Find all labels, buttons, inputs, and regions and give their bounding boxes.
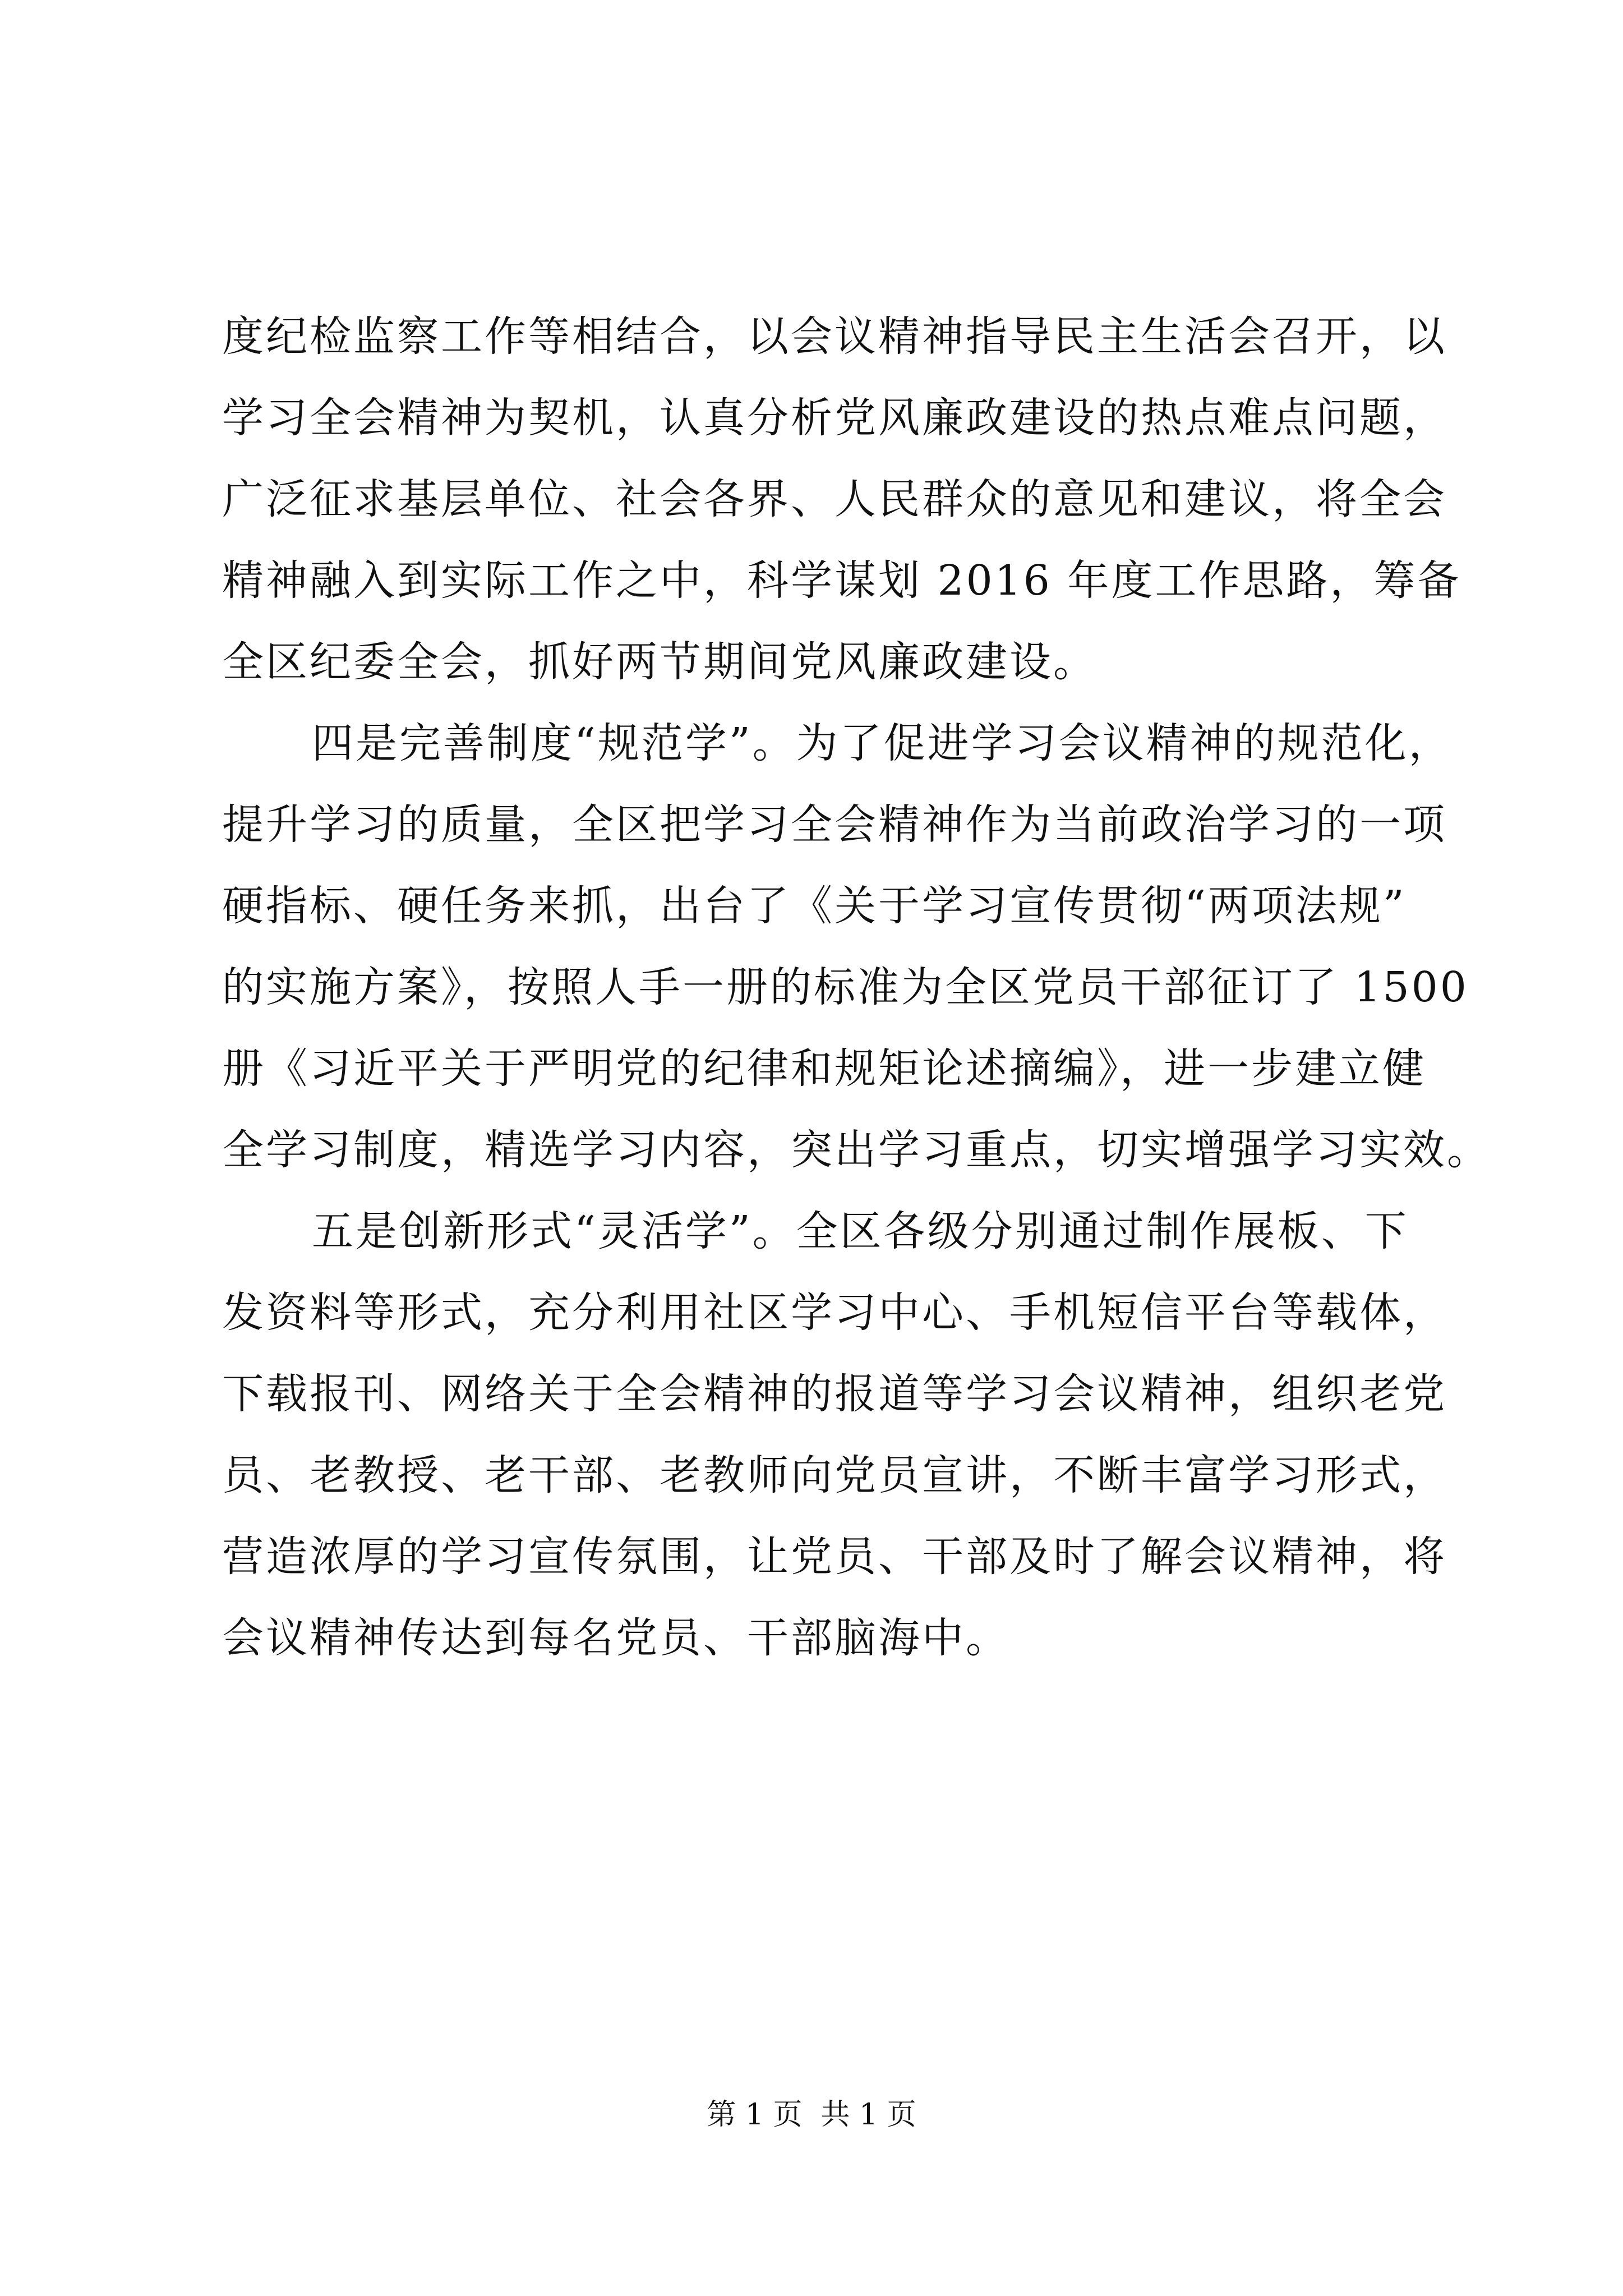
document-body <box>222 296 1491 1679</box>
text-line: 员、老教授、老干部、老教师向党员宣讲，不断丰富学习形式， <box>222 1451 1447 1499</box>
text-line: 广泛征求基层单位、社会各界、人民群众的意见和建议，将全会 <box>222 475 1447 523</box>
text-line: 全区纪委全会，抓好两节期间党风廉政建设。 <box>222 638 1097 686</box>
text-line: 精神融入到实际工作之中，科学谋划 2016 年度工作思路，筹备 <box>222 556 1461 605</box>
text-line: 发资料等形式，充分利用社区学习中心、手机短信平台等载体， <box>222 1289 1447 1337</box>
text-line: 下载报刊、网络关于全会精神的报道等学习会议精神，组织老党 <box>222 1370 1447 1418</box>
text-line: 学习全会精神为契机，认真分析党风廉政建设的热点难点问题， <box>222 394 1447 442</box>
text-line: 会议精神传达到每名党员、干部脑海中。 <box>222 1614 1009 1662</box>
text-line: 度纪检监察工作等相结合，以会议精神指导民主生活会召开，以 <box>222 312 1447 361</box>
text-line: 全学习制度，精选学习内容，突出学习重点，切实增强学习实效。 <box>222 1126 1491 1174</box>
paragraph-five <box>222 1191 1447 1679</box>
text-line: 的实施方案》，按照人手一册的标准为全区党员干部征订了 1500 <box>222 963 1469 1011</box>
paragraph-continuation <box>222 296 1461 703</box>
text-line: 硬指标、硬任务来抓，出台了《关于学习宣传贯彻“两项法规” <box>222 882 1407 930</box>
text-line: 四是完善制度“规范学”。为了促进学习会议精神的规范化， <box>312 719 1453 767</box>
text-line: 册《习近平关于严明党的纪律和规矩论述摘编》，进一步建立健 <box>222 1045 1426 1093</box>
page-footer <box>0 2095 1623 2134</box>
paragraph-four <box>222 703 1491 1191</box>
text-line: 营造浓厚的学习宣传氛围，让党员、干部及时了解会议精神，将 <box>222 1533 1447 1581</box>
text-line: 提升学习的质量，全区把学习全会精神作为当前政治学习的一项 <box>222 800 1447 849</box>
page-number-label: 第 1 页 共 1 页 <box>707 2098 916 2132</box>
text-line: 五是创新形式“灵活学”。全区各级分别通过制作展板、下 <box>312 1207 1409 1255</box>
